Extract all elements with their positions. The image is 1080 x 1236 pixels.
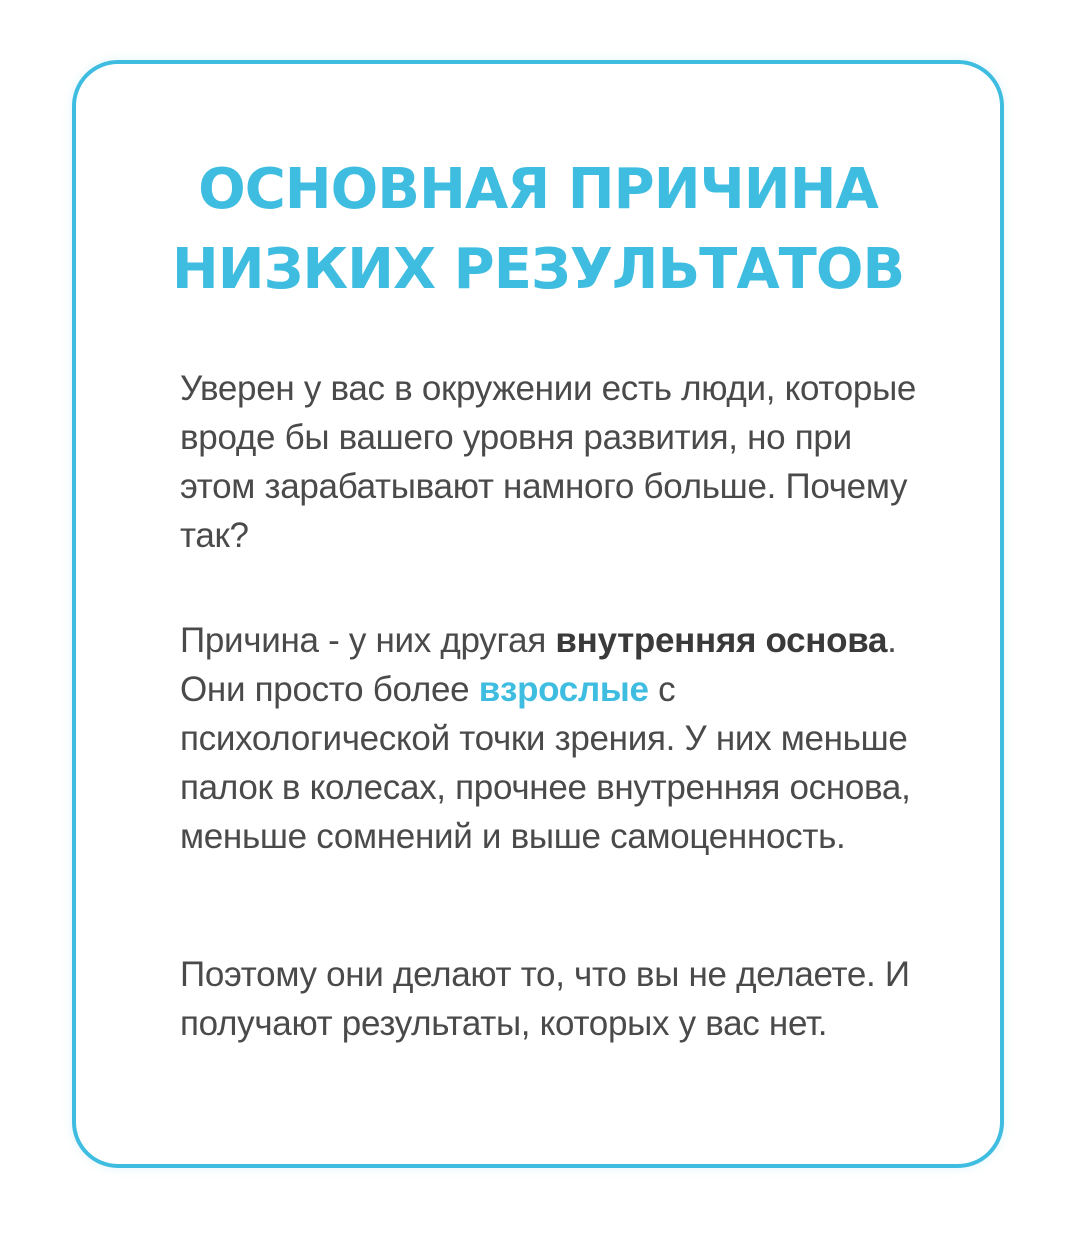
- title-line-2: НИЗКИХ РЕЗУЛЬТАТОВ: [171, 237, 905, 302]
- reason-text-2: . Они просто более: [180, 621, 897, 709]
- content-card: [72, 60, 1004, 1168]
- reason-text-1: Причина - у них другая: [180, 621, 556, 660]
- paragraph-intro: Уверен у вас в окружении есть люди, которые вроде бы вашего уровня развития, но при этом зарабатывают намного больше. Почему так?: [180, 369, 917, 555]
- page-title: [76, 150, 1000, 310]
- reason-accent-word: взрослые: [478, 670, 649, 709]
- paragraph-conclusion: Поэтому они делают то, что вы не делаете. И получают результаты, которых у вас нет.: [180, 955, 910, 1043]
- paragraph-reason: [180, 616, 920, 861]
- reason-text-3: с психологической точки зрения. У них меньше палок в колесах, прочнее внутренняя основа, меньше сомнений и выше самоценность.: [180, 670, 911, 856]
- reason-bold-phrase: внутренняя основа: [555, 621, 888, 660]
- title-line-1: ОСНОВНАЯ ПРИЧИНА: [198, 157, 878, 222]
